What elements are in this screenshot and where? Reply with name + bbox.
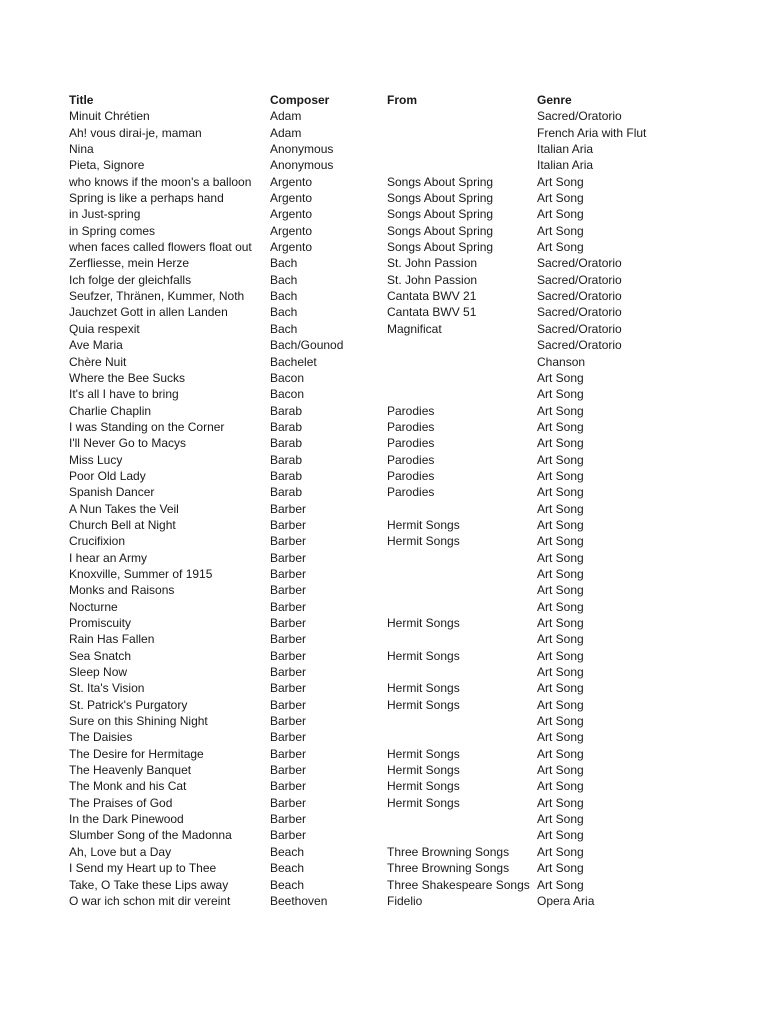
table-body — [69, 108, 768, 909]
cell-genre: Art Song — [537, 648, 584, 663]
cell-composer: Bach — [270, 272, 298, 287]
cell-from: Three Browning Songs — [387, 861, 510, 876]
cell-genre: Art Song — [537, 844, 584, 859]
cell-title: St. Ita's Vision — [69, 681, 145, 696]
cell-genre: Art Song — [537, 207, 584, 222]
table-row — [69, 125, 768, 141]
cell-composer: Barber — [270, 648, 307, 663]
table-row — [69, 648, 768, 664]
header-genre: Genre — [537, 93, 572, 107]
table-row — [69, 517, 768, 533]
cell-genre: Art Song — [537, 616, 584, 630]
cell-composer: Anonymous — [270, 158, 334, 173]
header-from: From — [387, 93, 417, 107]
cell-composer: Barber — [270, 746, 307, 761]
cell-composer: Argento — [270, 191, 313, 206]
cell-genre: Art Song — [537, 534, 584, 549]
cell-composer: Bach — [270, 256, 298, 271]
cell-genre: Art Song — [537, 812, 584, 827]
cell-composer: Bach/Gounod — [270, 338, 344, 353]
table-row — [69, 174, 768, 190]
cell-genre: Art Song — [537, 550, 584, 565]
cell-from: Songs About Spring — [387, 240, 494, 255]
cell-genre: Art Song — [537, 240, 584, 255]
cell-from: St. John Passion — [387, 272, 478, 287]
cell-genre: Art Song — [537, 436, 584, 451]
header-composer: Composer — [270, 93, 330, 107]
cell-composer: Barber — [270, 616, 307, 630]
table-row — [69, 877, 768, 893]
cell-title: Spanish Dancer — [69, 485, 155, 500]
cell-composer: Barber — [270, 795, 307, 810]
table-row — [69, 435, 768, 451]
cell-genre: Sacred/Oratorio — [537, 321, 622, 336]
cell-title: Zerfliesse, mein Herze — [69, 256, 190, 271]
cell-title: Knoxville, Summer of 1915 — [69, 566, 213, 581]
repertoire-table — [69, 92, 768, 909]
cell-genre: Art Song — [537, 828, 584, 843]
table-row — [69, 190, 768, 206]
cell-genre: Sacred/Oratorio — [537, 109, 622, 124]
table-row — [69, 239, 768, 255]
cell-title: Ah, Love but a Day — [69, 844, 172, 859]
table-row — [69, 157, 768, 173]
cell-composer: Barab — [270, 436, 303, 451]
cell-title: who knows if the moon's a balloon — [69, 174, 252, 189]
table-row — [69, 452, 768, 468]
cell-composer: Barab — [270, 485, 303, 500]
cell-title: Seufzer, Thränen, Kummer, Noth — [69, 289, 245, 304]
cell-title: The Monk and his Cat — [69, 779, 187, 794]
cell-from: Hermit Songs — [387, 517, 460, 532]
cell-genre: Sacred/Oratorio — [537, 272, 622, 287]
table-row — [69, 566, 768, 582]
cell-from: Fidelio — [387, 893, 423, 908]
cell-composer: Barber — [270, 763, 307, 778]
cell-title: Poor Old Lady — [69, 468, 146, 483]
cell-composer: Barab — [270, 403, 303, 418]
cell-title: It's all I have to bring — [69, 387, 179, 402]
table-row — [69, 403, 768, 419]
table-row — [69, 664, 768, 680]
table-row — [69, 827, 768, 843]
cell-title: The Desire for Hermitage — [69, 746, 204, 761]
cell-composer: Bach — [270, 289, 298, 304]
cell-from: Parodies — [387, 403, 435, 418]
cell-genre: Art Song — [537, 763, 584, 778]
cell-from: Songs About Spring — [387, 207, 494, 222]
cell-genre: Art Song — [537, 223, 584, 238]
table-row — [69, 599, 768, 615]
table-row — [69, 713, 768, 729]
cell-genre: Art Song — [537, 583, 584, 598]
cell-genre: Art Song — [537, 877, 584, 892]
cell-composer: Barber — [270, 599, 307, 614]
table-row — [69, 729, 768, 745]
cell-composer: Barber — [270, 812, 307, 827]
cell-from: Parodies — [387, 436, 435, 451]
cell-genre: Sacred/Oratorio — [537, 256, 622, 271]
cell-from: Hermit Songs — [387, 697, 460, 712]
cell-from: Cantata BWV 51 — [387, 305, 477, 320]
cell-from: Three Shakespeare Songs — [387, 877, 530, 892]
cell-composer: Barab — [270, 452, 303, 467]
cell-genre: Art Song — [537, 517, 584, 532]
cell-genre: Art Song — [537, 632, 584, 647]
cell-composer: Anonymous — [270, 142, 334, 157]
cell-composer: Barber — [270, 550, 307, 565]
cell-from: Hermit Songs — [387, 763, 460, 778]
cell-genre: Art Song — [537, 665, 584, 680]
cell-genre: Art Song — [537, 779, 584, 794]
cell-from: Songs About Spring — [387, 223, 494, 238]
cell-title: A Nun Takes the Veil — [69, 501, 179, 516]
cell-from: Parodies — [387, 452, 435, 467]
cell-title: Sure on this Shining Night — [69, 714, 208, 729]
table-row — [69, 501, 768, 517]
cell-from: Parodies — [387, 419, 435, 434]
cell-composer: Barber — [270, 632, 307, 647]
cell-title: Charlie Chaplin — [69, 403, 152, 418]
cell-composer: Bachelet — [270, 354, 317, 369]
cell-genre: Art Song — [537, 452, 584, 467]
cell-composer: Bach — [270, 321, 298, 336]
cell-title: when faces called flowers float out — [69, 240, 252, 255]
cell-from: Hermit Songs — [387, 534, 460, 549]
cell-genre: Art Song — [537, 681, 584, 696]
cell-genre: Sacred/Oratorio — [537, 289, 622, 304]
cell-title: O war ich schon mit dir vereint — [69, 893, 231, 908]
cell-from: St. John Passion — [387, 256, 478, 271]
cell-title: Ah! vous dirai-je, maman — [69, 125, 202, 140]
cell-composer: Barber — [270, 501, 307, 516]
table-row — [69, 288, 768, 304]
table-row — [69, 533, 768, 549]
table-row — [69, 141, 768, 157]
cell-title: I Send my Heart up to Thee — [69, 861, 217, 876]
cell-title: Promiscuity — [69, 616, 132, 630]
cell-genre: Art Song — [537, 746, 584, 761]
cell-genre: Art Song — [537, 714, 584, 729]
cell-title: Miss Lucy — [69, 452, 123, 467]
cell-composer: Argento — [270, 207, 313, 222]
table-header-row — [69, 92, 768, 108]
cell-composer: Beach — [270, 861, 305, 876]
table-row — [69, 223, 768, 239]
cell-title: Take, O Take these Lips away — [69, 877, 229, 892]
cell-genre: Italian Aria — [537, 142, 594, 157]
cell-composer: Barber — [270, 730, 307, 745]
cell-from: Songs About Spring — [387, 191, 494, 206]
cell-genre: Art Song — [537, 419, 584, 434]
cell-genre: Art Song — [537, 485, 584, 500]
cell-composer: Bacon — [270, 370, 305, 385]
table-row — [69, 255, 768, 271]
cell-from: Parodies — [387, 468, 435, 483]
table-row — [69, 386, 768, 402]
table-row — [69, 811, 768, 827]
cell-from: Cantata BWV 21 — [387, 289, 477, 304]
cell-composer: Barber — [270, 779, 307, 794]
cell-title: The Praises of God — [69, 795, 173, 810]
cell-title: Monks and Raisons — [69, 583, 175, 598]
cell-composer: Beach — [270, 844, 305, 859]
cell-composer: Barber — [270, 714, 307, 729]
cell-genre: Sacred/Oratorio — [537, 305, 622, 320]
cell-from: Hermit Songs — [387, 648, 460, 663]
table-row — [69, 860, 768, 876]
cell-genre: Art Song — [537, 730, 584, 745]
cell-genre: Italian Aria — [537, 158, 594, 173]
table-row — [69, 778, 768, 794]
cell-from: Parodies — [387, 485, 435, 500]
table-row — [69, 762, 768, 778]
cell-title: Sea Snatch — [69, 648, 132, 663]
cell-title: Quia respexit — [69, 321, 140, 336]
table-row — [69, 631, 768, 647]
cell-title: Nina — [69, 142, 94, 157]
cell-from: Hermit Songs — [387, 616, 460, 630]
cell-genre: Sacred/Oratorio — [537, 338, 622, 353]
cell-from: Hermit Songs — [387, 681, 460, 696]
cell-title: I was Standing on the Corner — [69, 419, 225, 434]
table-row — [69, 272, 768, 288]
table-row — [69, 337, 768, 353]
cell-genre: Art Song — [537, 468, 584, 483]
cell-composer: Barber — [270, 828, 307, 843]
table-row — [69, 746, 768, 762]
table-row — [69, 795, 768, 811]
cell-composer: Adam — [270, 109, 302, 124]
cell-title: in Spring comes — [69, 223, 156, 238]
table-row — [69, 321, 768, 337]
cell-title: Crucifixion — [69, 534, 126, 549]
cell-title: Slumber Song of the Madonna — [69, 828, 232, 843]
cell-genre: Art Song — [537, 403, 584, 418]
table-row — [69, 582, 768, 598]
cell-title: Jauchzet Gott in allen Landen — [69, 305, 228, 320]
table-row — [69, 468, 768, 484]
cell-title: Where the Bee Sucks — [69, 370, 186, 385]
cell-composer: Barber — [270, 665, 307, 680]
cell-composer: Bacon — [270, 387, 305, 402]
table-row — [69, 304, 768, 320]
cell-composer: Beethoven — [270, 893, 328, 908]
cell-title: The Heavenly Banquet — [69, 763, 192, 778]
cell-genre: Art Song — [537, 191, 584, 206]
cell-composer: Barber — [270, 681, 307, 696]
cell-from: Magnificat — [387, 321, 442, 336]
cell-composer: Barber — [270, 566, 307, 581]
table-row — [69, 370, 768, 386]
cell-composer: Adam — [270, 125, 302, 140]
cell-title: Pieta, Signore — [69, 158, 145, 173]
cell-composer: Barab — [270, 468, 303, 483]
cell-title: Minuit Chrétien — [69, 109, 150, 124]
cell-composer: Barber — [270, 697, 307, 712]
cell-title: Rain Has Fallen — [69, 632, 155, 647]
cell-genre: Art Song — [537, 174, 584, 189]
cell-composer: Barber — [270, 583, 307, 598]
cell-title: Ave Maria — [69, 338, 123, 353]
cell-title: I'll Never Go to Macys — [69, 436, 186, 451]
cell-from: Hermit Songs — [387, 746, 460, 761]
table-row — [69, 615, 768, 631]
cell-title: St. Patrick's Purgatory — [69, 697, 188, 712]
cell-genre: Art Song — [537, 697, 584, 712]
cell-genre: Art Song — [537, 566, 584, 581]
cell-from: Three Browning Songs — [387, 844, 510, 859]
table-row — [69, 108, 768, 124]
cell-from: Songs About Spring — [387, 174, 494, 189]
cell-title: Nocturne — [69, 599, 118, 614]
cell-title: Sleep Now — [69, 665, 128, 680]
table-row — [69, 697, 768, 713]
cell-composer: Argento — [270, 240, 313, 255]
cell-composer: Argento — [270, 174, 313, 189]
table-row — [69, 680, 768, 696]
cell-genre: Art Song — [537, 861, 584, 876]
cell-title: I hear an Army — [69, 550, 148, 565]
cell-genre: Art Song — [537, 370, 584, 385]
table-row — [69, 419, 768, 435]
cell-composer: Bach — [270, 305, 298, 320]
header-title: Title — [69, 93, 94, 107]
table-row — [69, 844, 768, 860]
cell-composer: Argento — [270, 223, 313, 238]
cell-title: Church Bell at Night — [69, 517, 176, 532]
cell-composer: Barber — [270, 534, 307, 549]
table-row — [69, 206, 768, 222]
cell-genre: Opera Aria — [537, 893, 595, 908]
cell-from: Hermit Songs — [387, 779, 460, 794]
cell-title: The Daisies — [69, 730, 133, 745]
cell-composer: Barber — [270, 517, 307, 532]
cell-from: Hermit Songs — [387, 795, 460, 810]
table-row — [69, 354, 768, 370]
table-row — [69, 484, 768, 500]
cell-title: Spring is like a perhaps hand — [69, 191, 224, 206]
cell-composer: Beach — [270, 877, 305, 892]
cell-genre: French Aria with Flut — [537, 125, 647, 140]
cell-composer: Barab — [270, 419, 303, 434]
cell-genre: Art Song — [537, 599, 584, 614]
cell-title: Ich folge der gleichfalls — [69, 272, 192, 287]
cell-genre: Art Song — [537, 795, 584, 810]
table-row — [69, 550, 768, 566]
cell-genre: Chanson — [537, 354, 586, 369]
cell-title: In the Dark Pinewood — [69, 812, 184, 827]
cell-genre: Art Song — [537, 387, 584, 402]
cell-title: in Just-spring — [69, 207, 141, 222]
table-row — [69, 893, 768, 909]
cell-genre: Art Song — [537, 501, 584, 516]
cell-title: Chère Nuit — [69, 354, 127, 369]
